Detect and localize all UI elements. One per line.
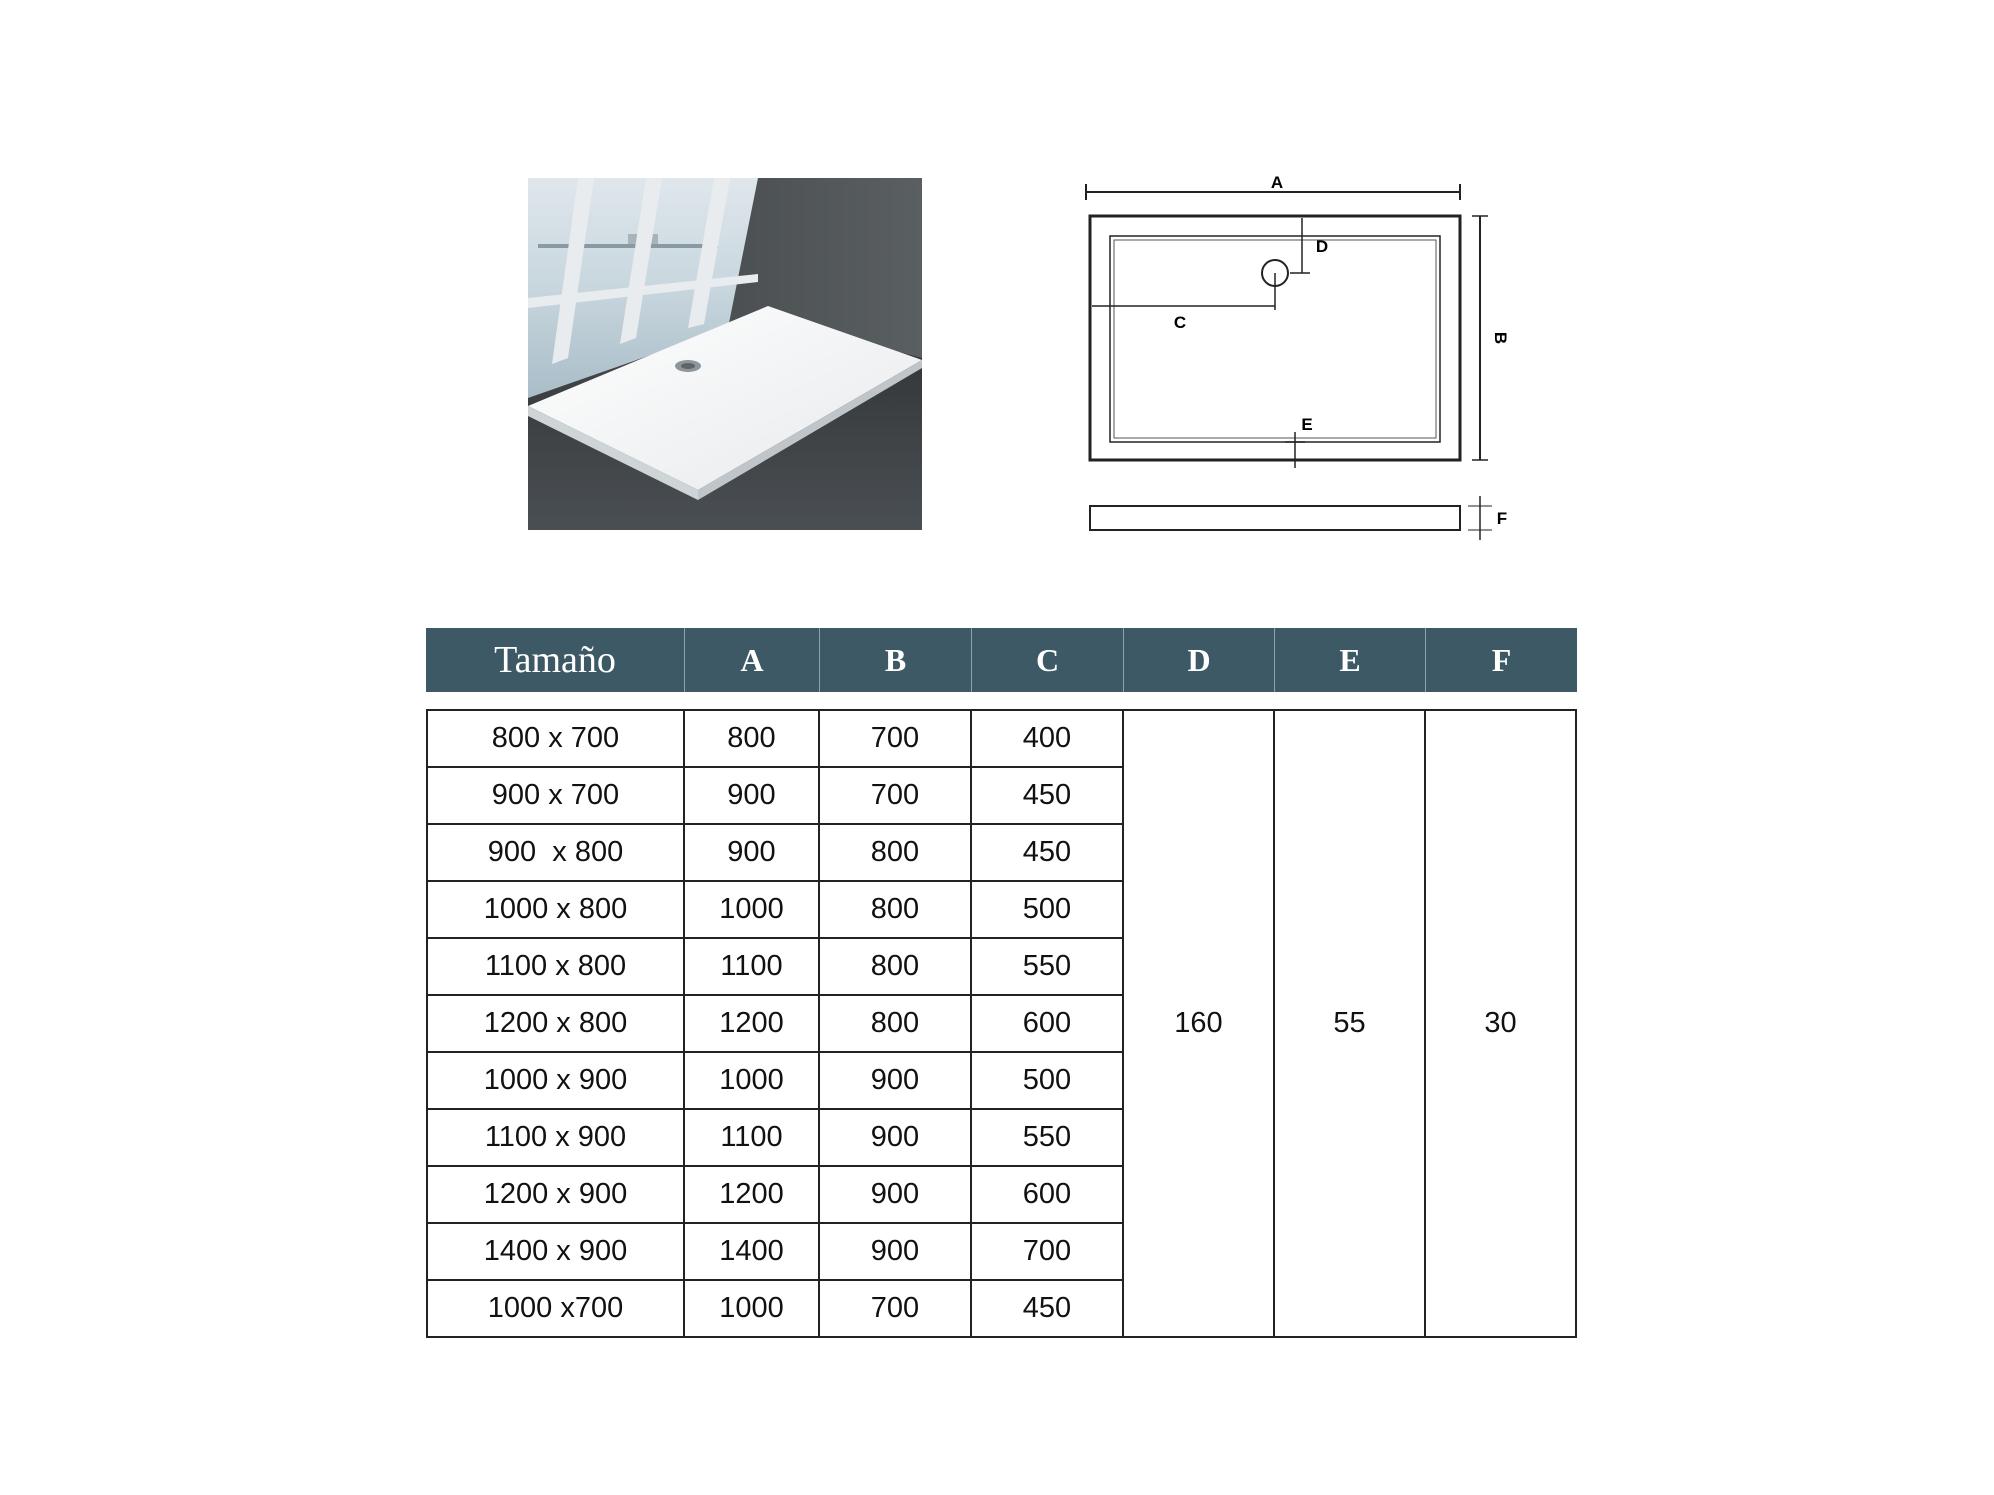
- cell-b: 900: [820, 1053, 972, 1110]
- cell-a: 1100: [685, 1110, 820, 1167]
- cell-c: 450: [972, 825, 1124, 882]
- cell-a: 1200: [685, 1167, 820, 1224]
- cell-a: 900: [685, 768, 820, 825]
- cell-f-shared: 30: [1426, 709, 1577, 1338]
- cell-a: 1100: [685, 939, 820, 996]
- header-e: E: [1275, 628, 1426, 692]
- cell-c: 550: [972, 1110, 1124, 1167]
- cell-size: 900 x 700: [426, 768, 685, 825]
- cell-b: 700: [820, 709, 972, 768]
- cell-size: 900 x 800: [426, 825, 685, 882]
- cell-c: 600: [972, 996, 1124, 1053]
- size-table: [426, 628, 1577, 1338]
- cell-size: 1400 x 900: [426, 1224, 685, 1281]
- cell-b: 900: [820, 1224, 972, 1281]
- label-a: A: [1270, 173, 1284, 192]
- cell-b: 700: [820, 1281, 972, 1338]
- label-f: F: [1496, 509, 1508, 528]
- cell-a: 1000: [685, 882, 820, 939]
- cell-b: 800: [820, 882, 972, 939]
- header-size: Tamaño: [426, 628, 685, 692]
- cell-b: 800: [820, 939, 972, 996]
- header-b: B: [820, 628, 972, 692]
- cell-size: 1000 x700: [426, 1281, 685, 1338]
- cell-c: 600: [972, 1167, 1124, 1224]
- table-row: [426, 709, 1577, 768]
- header-a: A: [685, 628, 820, 692]
- cell-d-shared: 160: [1124, 709, 1275, 1338]
- cell-size: 1000 x 800: [426, 882, 685, 939]
- cell-b: 900: [820, 1110, 972, 1167]
- header-c: C: [972, 628, 1124, 692]
- label-e: E: [1301, 415, 1313, 434]
- cell-c: 550: [972, 939, 1124, 996]
- cell-c: 500: [972, 1053, 1124, 1110]
- cell-a: 1400: [685, 1224, 820, 1281]
- cell-a: 1000: [685, 1281, 820, 1338]
- cell-a: 900: [685, 825, 820, 882]
- cell-size: 1000 x 900: [426, 1053, 685, 1110]
- table-header: [426, 628, 1577, 692]
- cell-a: 800: [685, 709, 820, 768]
- cell-b: 900: [820, 1167, 972, 1224]
- cell-size: 1100 x 800: [426, 939, 685, 996]
- cell-c: 400: [972, 709, 1124, 768]
- header-d: D: [1124, 628, 1275, 692]
- cell-c: 450: [972, 1281, 1124, 1338]
- cell-b: 800: [820, 996, 972, 1053]
- shower-tray-photo: [528, 178, 922, 530]
- cell-size: 1100 x 900: [426, 1110, 685, 1167]
- cell-size: 1200 x 800: [426, 996, 685, 1053]
- cell-size: 1200 x 900: [426, 1167, 685, 1224]
- label-c: C: [1173, 313, 1187, 332]
- cell-a: 1000: [685, 1053, 820, 1110]
- cell-c: 700: [972, 1224, 1124, 1281]
- cell-c: 500: [972, 882, 1124, 939]
- cell-b: 800: [820, 825, 972, 882]
- dimension-diagram: [1080, 168, 1520, 548]
- cell-a: 1200: [685, 996, 820, 1053]
- cell-b: 700: [820, 768, 972, 825]
- header-f: F: [1426, 628, 1577, 692]
- cell-c: 450: [972, 768, 1124, 825]
- cell-size: 800 x 700: [426, 709, 685, 768]
- cell-e-shared: 55: [1275, 709, 1426, 1338]
- label-d: D: [1315, 237, 1329, 256]
- label-b: B: [1491, 331, 1510, 345]
